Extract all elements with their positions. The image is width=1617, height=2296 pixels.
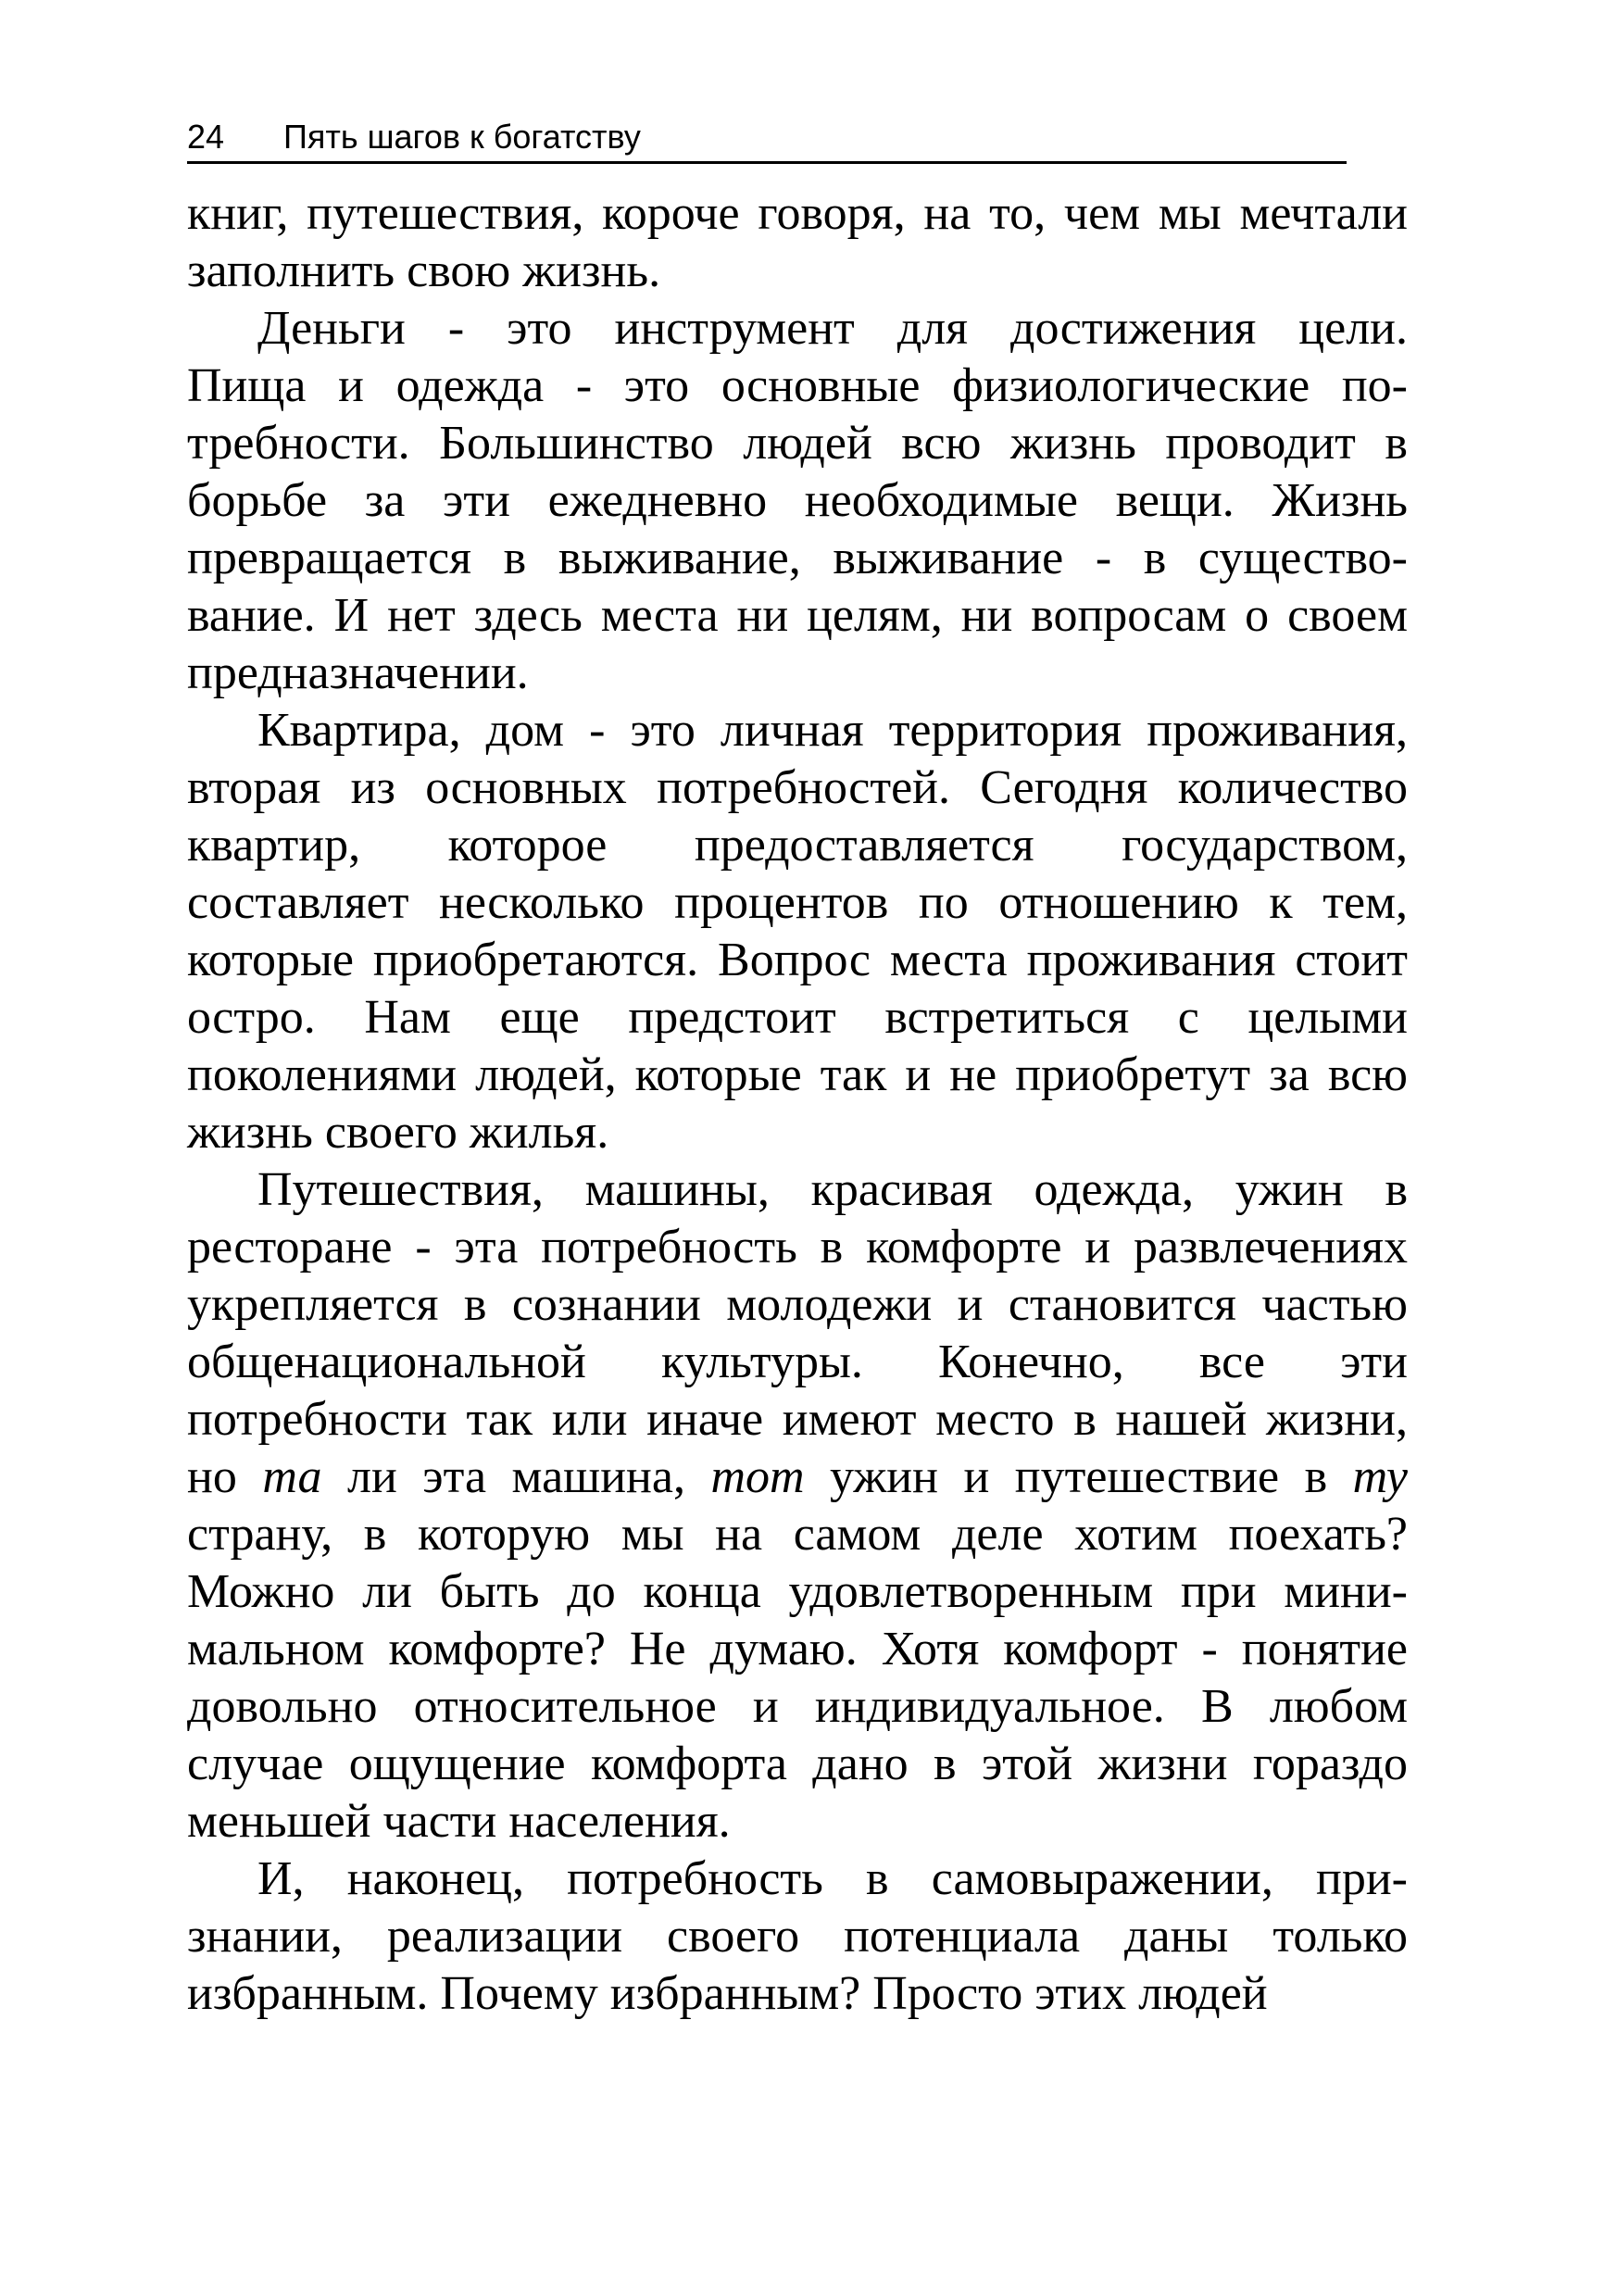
text-line: поколениями людей, которые так и не приобретут за всю — [187, 1048, 1408, 1101]
text-line: Деньги - это инструмент для достижения цели. — [257, 302, 1408, 355]
text-line: предназначении. — [187, 646, 529, 699]
text-line: вание. И нет здесь места ни целям, ни вопросам о своем — [187, 589, 1408, 642]
text-run: ли эта машина, — [321, 1450, 711, 1503]
text-run: ужин и путешествие в — [804, 1450, 1353, 1503]
text-line: книг, путешествия, короче говоря, на то, чем мы мечтали — [187, 187, 1408, 240]
text-line: знании, реализации своего потенциала даны только — [187, 1910, 1408, 1963]
page-body — [187, 185, 1408, 2023]
text-line: вторая из основных потребностей. Сегодня количество — [187, 761, 1408, 814]
text-line: укрепляется в сознании молодежи и становится частью — [187, 1278, 1408, 1331]
text-run: но — [187, 1450, 263, 1503]
text-line: меньшей части населения. — [187, 1795, 731, 1848]
book-title: Пять шагов к богатству — [283, 118, 641, 156]
paragraph — [187, 300, 1408, 702]
text-line: превращается в выживание, выживание - в существо- — [187, 532, 1408, 584]
italic-word: тот — [710, 1450, 805, 1503]
text-line: жизнь своего жилья. — [187, 1106, 609, 1159]
text-line: квартир, которое предоставляется государством, — [187, 819, 1408, 872]
text-line: борьбе за эти ежедневно необходимые вещи. Жизнь — [187, 474, 1408, 527]
text-line: избранным. Почему избранным? Просто этих людей — [187, 1967, 1268, 2020]
text-line: составляет несколько процентов по отношению к тем, — [187, 876, 1408, 929]
text-line: страну, в которую мы на самом деле хотим поехать? — [187, 1508, 1408, 1561]
text-line: случае ощущение комфорта дано в этой жизни гораздо — [187, 1738, 1408, 1790]
text-line: потребности так или иначе имеют место в нашей жизни, — [187, 1393, 1408, 1446]
text-line: Можно ли быть до конца удовлетворенным при мини- — [187, 1565, 1408, 1618]
text-line: И, наконец, потребность в самовыражении, при- — [257, 1852, 1408, 1905]
text-line-with-italics — [187, 1449, 1408, 1506]
text-line: Квартира, дом - это личная территория проживания, — [257, 704, 1408, 757]
text-line: Путешествия, машины, красивая одежда, ужин в — [257, 1163, 1408, 1216]
text-line: которые приобретаются. Вопрос места проживания стоит — [187, 934, 1408, 986]
text-line: требности. Большинство людей всю жизнь проводит в — [187, 417, 1408, 470]
paragraph — [187, 1851, 1408, 2023]
paragraph — [187, 185, 1408, 300]
italic-word: ту — [1352, 1450, 1408, 1503]
running-header — [187, 117, 1347, 164]
text-line: общенациональной культуры. Конечно, все эти — [187, 1336, 1408, 1388]
text-line: заполнить свою жизнь. — [187, 245, 661, 297]
text-line: Пища и одежда - это основные физиологические по- — [187, 359, 1408, 412]
text-line: мальном комфорте? Не думаю. Хотя комфорт - понятие — [187, 1623, 1408, 1675]
italic-word: та — [262, 1450, 322, 1503]
text-line: остро. Нам еще предстоит встретиться с целыми — [187, 991, 1408, 1044]
page-number: 24 — [187, 118, 225, 156]
text-line: ресторане - эта потребность в комфорте и развлечениях — [187, 1221, 1408, 1273]
paragraph — [187, 702, 1408, 1161]
text-line: довольно относительное и индивидуальное. В любом — [187, 1680, 1408, 1733]
paragraph — [187, 1161, 1408, 1851]
